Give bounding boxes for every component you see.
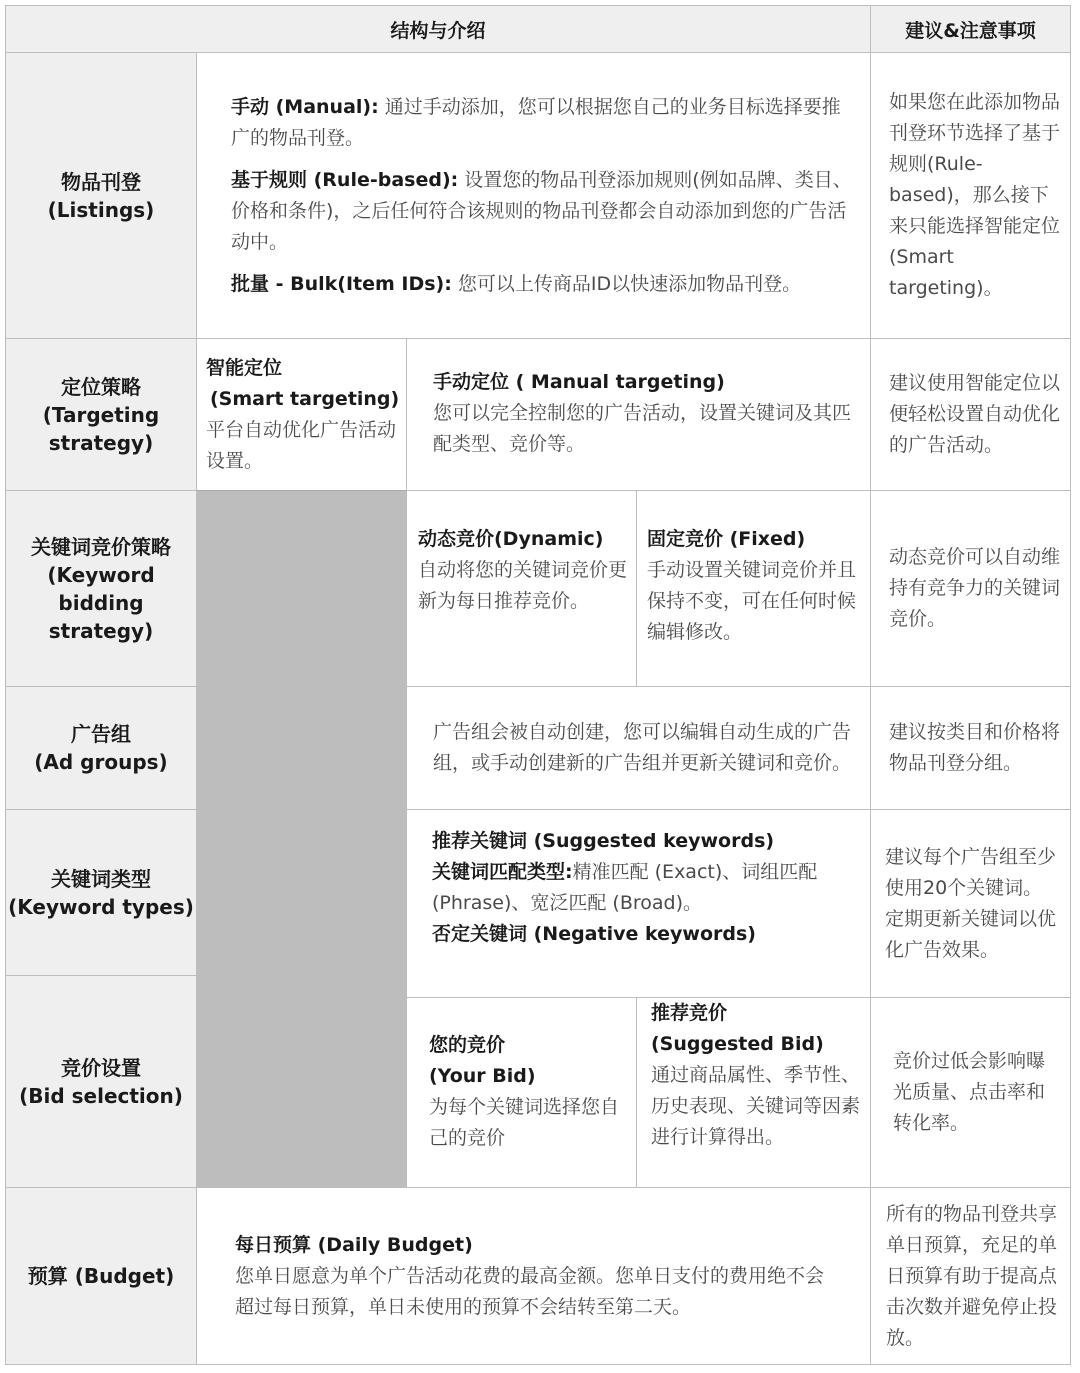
- listings-note-text: 如果您在此添加物品刊登环节选择了基于规则(Rule-based)，那么接下来只能选择智能定位(Smart targeting)。: [889, 91, 1061, 299]
- targeting-note-text: 建议使用智能定位以便轻松设置自动优化的广告活动。: [889, 372, 1061, 456]
- bidding-note: [870, 490, 1071, 687]
- bid-label-cn: 竞价设置: [61, 1055, 141, 1080]
- header-advice-text: 建议&注意事项: [905, 19, 1036, 42]
- budget-note-text: 所有的物品刊登共享单日预算，充足的单日预算有助于提高点击次数并避免停止投放。: [886, 1202, 1058, 1349]
- adgroups-label-cn: 广告组: [71, 722, 131, 746]
- bidding-dynamic-title: 动态竞价(Dynamic): [418, 528, 604, 550]
- listings-rule: [231, 165, 852, 258]
- adgroups-label-en: (Ad groups): [34, 750, 168, 774]
- targeting-smart: [196, 338, 407, 491]
- keywordtypes-note: [870, 809, 1071, 998]
- targeting-note: [870, 338, 1071, 491]
- listings-note: [870, 52, 1071, 339]
- listings-manual: [231, 92, 852, 154]
- targeting-manual: [406, 338, 871, 491]
- header-structure-text: 结构与介绍: [390, 19, 486, 42]
- header-advice: [870, 5, 1071, 53]
- bidding-label-cn: 关键词竞价策略: [31, 534, 171, 559]
- adgroups-label: [5, 686, 197, 810]
- bidding-fixed-text: 手动设置关键词竞价并且保持不变，可在任何时候编辑修改。: [647, 559, 857, 643]
- bid-your: [406, 997, 637, 1188]
- targeting-smart-title-en: (Smart targeting): [210, 388, 400, 410]
- bid-label-en: (Bid selection): [19, 1083, 183, 1108]
- bidding-fixed-title: 固定竞价 (Fixed): [647, 528, 806, 550]
- budget-label-text: 预算 (Budget): [27, 1264, 175, 1288]
- bid-suggested-title-en: (Suggested Bid): [651, 1033, 824, 1055]
- bidding-label-en1: (Keyword: [47, 562, 155, 587]
- listings-label: [5, 52, 197, 339]
- listings-manual-text: 通过手动添加，您可以根据您自己的业务目标选择要推广的物品刊登。: [231, 95, 841, 149]
- keywordtypes-label: [5, 809, 197, 976]
- budget-label: [5, 1187, 197, 1365]
- targeting-label-en2: strategy): [48, 430, 154, 455]
- bidding-dynamic-text: 自动将您的关键词竞价更新为每日推荐竞价。: [418, 559, 628, 612]
- listings-content: [196, 52, 871, 339]
- budget-content: [196, 1187, 871, 1365]
- header-structure: [5, 5, 871, 53]
- bidding-label-en2: bidding: [58, 590, 144, 615]
- budget-text: 您单日愿意为单个广告活动花费的最高金额。您单日支付的费用绝不会超过每日预算，单日未使用的预算不会结转至第二天。: [235, 1264, 825, 1318]
- keywordtypes-label-cn: 关键词类型: [51, 866, 151, 891]
- bidding-label: [5, 490, 197, 687]
- bid-your-title-en: (Your Bid): [429, 1065, 536, 1087]
- keywordtypes-content: [406, 809, 871, 998]
- bid-note: [870, 997, 1071, 1188]
- listings-bulk-text: 您可以上传商品ID以快速添加物品刊登。: [457, 272, 802, 295]
- keywordtypes-label-en: (Keyword types): [8, 894, 194, 919]
- targeting-label: [5, 338, 197, 491]
- adgroups-content: [406, 686, 871, 810]
- adgroups-text: 广告组会被自动创建，您可以编辑自动生成的广告组，或手动创建新的广告组并更新关键词和竞价。: [433, 721, 852, 774]
- listings-bulk-title: 批量 - Bulk(Item IDs):: [231, 272, 452, 295]
- bid-suggested-text: 通过商品属性、季节性、历史表现、关键词等因素进行计算得出。: [651, 1064, 861, 1148]
- targeting-manual-title: 手动定位 ( Manual targeting): [433, 371, 725, 393]
- bid-suggested-title-cn: 推荐竞价: [651, 1002, 728, 1024]
- bid-suggested: [636, 997, 871, 1188]
- targeting-label-en1: (Targeting: [42, 402, 160, 427]
- listings-label-cn: 物品刊登: [61, 169, 141, 194]
- bidding-label-en3: strategy): [48, 618, 154, 643]
- targeting-manual-text: 您可以完全控制您的广告活动，设置关键词及其匹配类型、竞价等。: [433, 402, 852, 455]
- keywordtypes-match: [432, 857, 854, 919]
- keywordtypes-match-text: 精准匹配 (Exact)、词组匹配 (Phrase)、宽泛匹配 (Broad)。: [432, 861, 818, 914]
- keywordtypes-suggested: 推荐关键词 (Suggested keywords): [432, 830, 775, 852]
- budget-title: 每日预算 (Daily Budget): [235, 1233, 473, 1256]
- bid-your-text: 为每个关键词选择您自己的竞价: [429, 1096, 620, 1149]
- bid-label: [5, 975, 197, 1188]
- bid-note-text: 竞价过低会影响曝光质量、点击率和转化率。: [893, 1050, 1046, 1134]
- keywordtypes-note2: 定期更新关键词以优化广告效果。: [885, 907, 1057, 961]
- adgroups-note-text: 建议按类目和价格将物品刊登分组。: [889, 721, 1061, 774]
- budget-note: [870, 1187, 1071, 1365]
- bidding-fixed: [636, 490, 871, 687]
- listings-label-en: (Listings): [47, 197, 155, 222]
- targeting-smart-title-cn: 智能定位: [206, 357, 283, 379]
- keywordtypes-match-title: 关键词匹配类型:: [432, 861, 573, 883]
- listings-bulk: [231, 269, 852, 300]
- empty-gray-block: [196, 490, 407, 1188]
- adgroups-note: [870, 686, 1071, 810]
- listings-manual-title: 手动 (Manual):: [231, 95, 379, 118]
- bidding-note-text: 动态竞价可以自动维持有竞争力的关键词竞价。: [889, 546, 1061, 630]
- keywordtypes-negative: 否定关键词 (Negative keywords): [432, 923, 756, 945]
- targeting-smart-text: 平台自动优化广告活动设置。: [206, 419, 397, 472]
- bid-your-title-cn: 您的竞价: [429, 1034, 506, 1056]
- keywordtypes-note1: 建议每个广告组至少使用20个关键词。: [885, 845, 1057, 899]
- listings-rule-text: 设置您的物品刊登添加规则(例如品牌、类目、价格和条件)，之后任何符合该规则的物品刊登都会自动添加到您的广告活动中。: [231, 168, 852, 253]
- listings-rule-title: 基于规则 (Rule-based):: [231, 168, 459, 191]
- targeting-label-cn: 定位策略: [61, 374, 141, 399]
- bidding-dynamic: [406, 490, 637, 687]
